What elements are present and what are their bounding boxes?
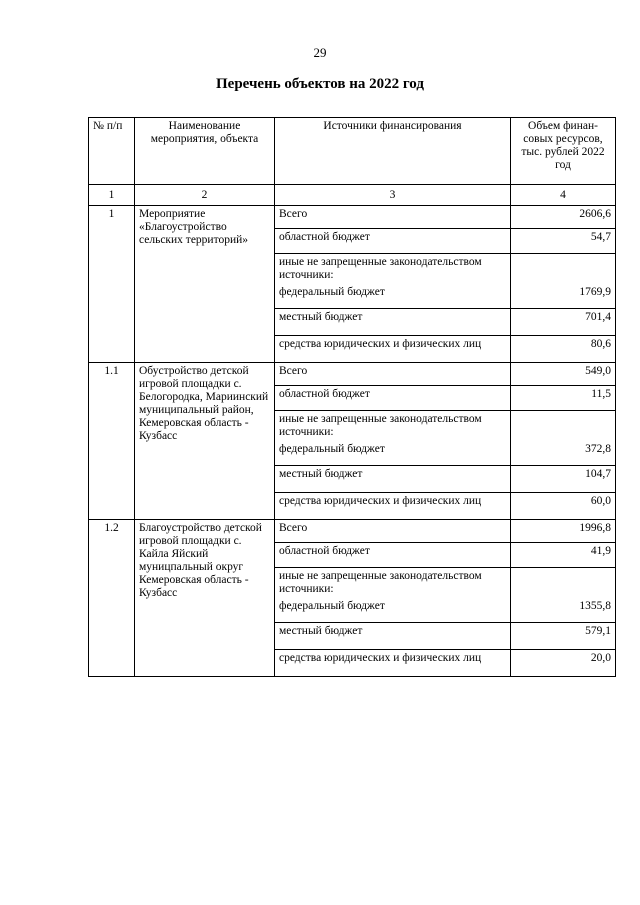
funding-source: областной бюджет: [275, 229, 511, 254]
row-number: 1.1: [89, 363, 135, 520]
funding-source: областной бюджет: [275, 543, 511, 568]
funding-source: иные не запрещенные законодательством источники:: [275, 254, 511, 285]
funding-source: федеральный бюджет: [275, 284, 511, 309]
funding-amount: 1769,9: [511, 284, 616, 309]
header-volume: Объем финан-совых ресурсов, тыс. рублей 2022 год: [511, 118, 616, 185]
funding-source: местный бюджет: [275, 309, 511, 336]
object-name: Благоустройство детской игровой площадки с. Кайла Яйский муницпальный округ Кемеровская область - Кузбасс: [135, 520, 275, 677]
header-name: Наименование мероприятия, объекта: [135, 118, 275, 185]
funding-source: местный бюджет: [275, 466, 511, 493]
column-number: 1: [89, 185, 135, 206]
funding-source: областной бюджет: [275, 386, 511, 411]
row-number: 1.2: [89, 520, 135, 677]
column-number: 4: [511, 185, 616, 206]
object-name: Мероприятие «Благоустройство сельских территорий»: [135, 206, 275, 363]
funding-source: иные не запрещенные законодательством источники:: [275, 568, 511, 599]
funding-amount: [511, 411, 616, 442]
table-row: [89, 363, 616, 386]
funding-source: иные не запрещенные законодательством источники:: [275, 411, 511, 442]
funding-amount: 60,0: [511, 493, 616, 520]
funding-amount: 54,7: [511, 229, 616, 254]
funding-amount: 80,6: [511, 336, 616, 363]
funding-source: Всего: [275, 520, 511, 543]
funding-amount: [511, 254, 616, 285]
page-number: 29: [313, 45, 327, 60]
funding-amount: 2606,6: [511, 206, 616, 229]
table-row: [89, 206, 616, 229]
funding-source: местный бюджет: [275, 623, 511, 650]
funding-amount: [511, 568, 616, 599]
funding-source: федеральный бюджет: [275, 441, 511, 466]
funding-amount: 20,0: [511, 650, 616, 677]
funding-source: средства юридических и физических лиц: [275, 336, 511, 363]
funding-amount: 41,9: [511, 543, 616, 568]
funding-amount: 11,5: [511, 386, 616, 411]
funding-amount: 1355,8: [511, 598, 616, 623]
header-num: № п/п: [89, 118, 135, 185]
funding-source: средства юридических и физических лиц: [275, 650, 511, 677]
funding-amount: 1996,8: [511, 520, 616, 543]
table-row: [89, 520, 616, 543]
funding-amount: 579,1: [511, 623, 616, 650]
funding-source: средства юридических и физических лиц: [275, 493, 511, 520]
table-header-row: [89, 118, 616, 185]
funding-amount: 549,0: [511, 363, 616, 386]
funding-source: федеральный бюджет: [275, 598, 511, 623]
funding-source: Всего: [275, 206, 511, 229]
funding-amount: 701,4: [511, 309, 616, 336]
column-number: 3: [275, 185, 511, 206]
column-number: 2: [135, 185, 275, 206]
column-numbers-row: [89, 185, 616, 206]
row-number: 1: [89, 206, 135, 363]
document-title: Перечень объектов на 2022 год: [216, 76, 424, 92]
funding-source: Всего: [275, 363, 511, 386]
header-sources: Источники финансирования: [275, 118, 511, 185]
objects-table: [88, 117, 616, 677]
object-name: Обустройство детской игровой площадки с. Белогородка, Мариинский муниципальный район, Кемеровская область - Кузбасс: [135, 363, 275, 520]
funding-amount: 104,7: [511, 466, 616, 493]
funding-amount: 372,8: [511, 441, 616, 466]
